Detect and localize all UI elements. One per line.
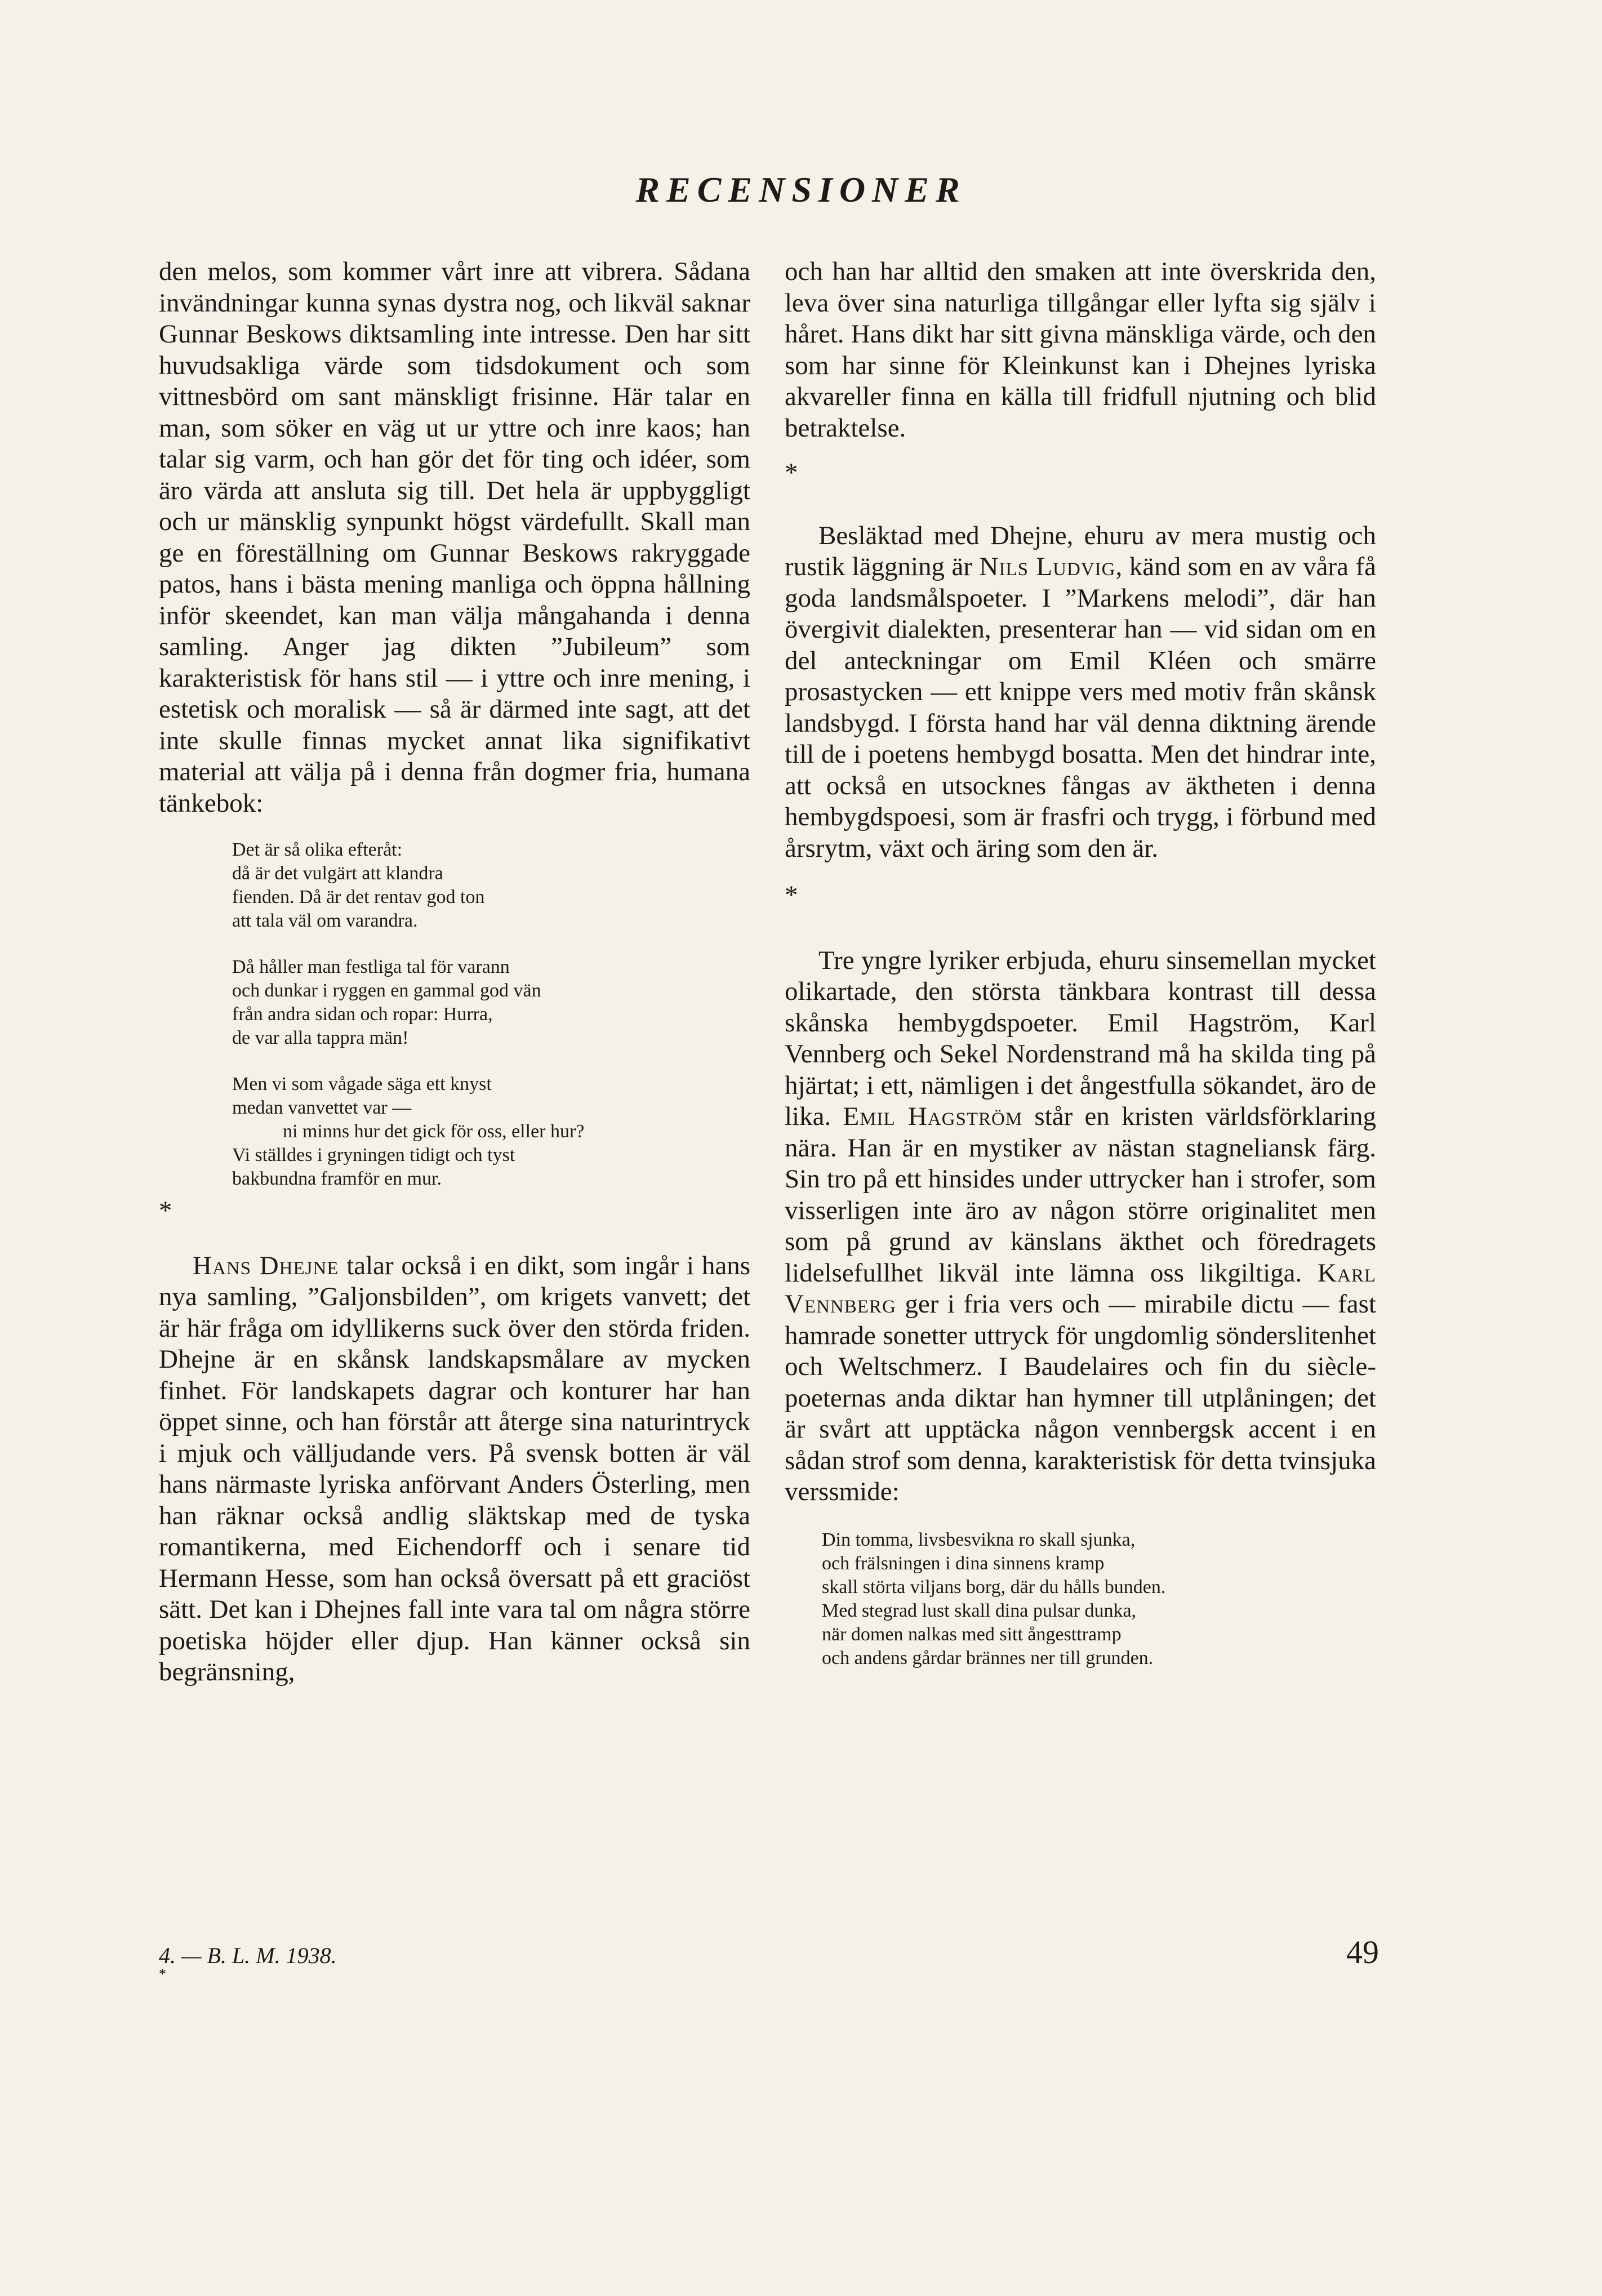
poem-stanza — [232, 955, 750, 1050]
poem-line: Med stegrad lust skall dina pulsar dunka, — [822, 1600, 1137, 1621]
left-column — [159, 256, 750, 1688]
section-separator: * — [785, 880, 798, 910]
paragraph-text: ger i fria vers och — mirabile dictu — fast hamrade sonetter uttryck för ungdomlig sönderslitenhet och Weltschmerz. I Baudelaires och fin du siècle-poeternas anda diktar han hymner till utplåningen; det är svårt att upptäcka någon vennbergsk accent i en sådan strof som denna, karakteristisk för detta tvinsjuka verssmide: — [785, 1289, 1376, 1506]
poem-line: Det är så olika efteråt: — [232, 839, 403, 860]
author-name: Nils Ludvig — [979, 552, 1116, 581]
page-number: 49 — [1346, 1934, 1379, 1970]
right-column — [785, 256, 1376, 1670]
poem-line: fienden. Då är det rentav god ton — [232, 887, 485, 907]
paragraph — [785, 520, 1376, 865]
poem-quote — [785, 1528, 1376, 1670]
paragraph-text: Tre yngre lyriker erbjuda, ehuru sinsemellan mycket olikartade, den största tänkbara kontrast till dessa skånska hembygdspoeter. Emil Hagström, Karl Vennberg och Sekel Nordenstrand må ha skilda ting på hjärtat; i ett, nämligen i det ångestfulla sökandet, äro de lika. — [785, 945, 1376, 1131]
poem-quote — [159, 838, 750, 1191]
poem-line: Då håller man festliga tal för varann — [232, 956, 510, 977]
author-name: Hans Dhejne — [193, 1251, 339, 1280]
poem-line: när domen nalkas med sitt ångesttramp — [822, 1623, 1122, 1645]
paragraph-text: , känd som en av våra få goda landsmålspoeter. I ”Markens melodi”, där han övergivit dialekten, presenterar han — vid sidan om en del anteckningar om Emil Kléen och smärre prosastycken — ett knippe vers med motiv från skånsk landsbygd. I första hand har väl denna diktning ärende till de i poetens hembygd bosatta. Men det hindrar inte, att också en utsocknes fångas av äktheten i denna hembygdspoesi, som är frasfri och trygg, i förbund med årsrytm, växt och äring som den är. — [785, 552, 1376, 863]
signature-text: 4. — B. L. M. 1938. — [159, 1943, 337, 1968]
paragraph — [159, 1251, 750, 1688]
poem-line: från andra sidan och ropar: Hurra, — [232, 1004, 493, 1025]
poem-stanza — [232, 838, 750, 933]
poem-line: Vi ställdes i gryningen tidigt och tyst — [232, 1145, 515, 1165]
author-name: Karl Vennberg — [785, 1258, 1376, 1319]
poem-line: medan vanvettet var — — [232, 1097, 412, 1118]
poem-line: och andens gårdar brännes ner till grunden. — [822, 1647, 1154, 1668]
paragraph: den melos, som kommer vårt inre att vibrera. Sådana invändningar kunna synas dystra nog, och likväl saknar Gunnar Beskows diktsamling inte intresse. Den har sitt huvudsakliga värde som tidsdokument och som vittnesbörd om sant mänskligt frisinne. Här talar en man, som söker en väg ut ur yttre och inre kaos; han talar sig varm, och han gör det för ting och idéer, som äro värda att ansluta sig till. Det hela är uppbyggligt och ur mänsklig synpunkt högst värdefullt. Skall man ge en föreställning om Gunnar Beskows rakryggade patos, hans i bästa mening manliga och öppna hållning inför skeendet, kan man välja mångahanda i denna samling. Anger jag dikten ”Jubileum” som karakteristisk för hans stil — i yttre och inre mening, i estetisk och moralisk — så är därmed inte sagt, att det inte skulle finnas mycket annat lika signifikativt material att välja på i denna från dogmer fria, humana tänkebok: — [159, 257, 750, 818]
signature-mark: * — [159, 1966, 166, 1982]
poem-line: att tala väl om varandra. — [232, 910, 418, 931]
author-name: Emil Hagström — [843, 1102, 1023, 1131]
paragraph-text: Besläktad med Dhejne, ehuru av mera mustig och rustik läggning är — [785, 520, 1376, 581]
poem-line: Din tomma, livsbesvikna ro skall sjunka, — [822, 1529, 1136, 1550]
signature-line — [159, 1942, 337, 1980]
paragraph-text: talar också i en dikt, som ingår i hans nya samling, ”Galjonsbilden”, om krigets vanvett; det är här fråga om idyllikerns suck över den störda friden. Dhejne är en skånsk landskapsmålare av mycken finhet. För landskapets dagrar och konturer har han öppet sinne, och han förstår att återge sina naturintryck i mjuk och välljudande vers. På svensk botten är väl hans närmaste lyriska anförvant Anders Österling, men han räknar också andlig släktskap med de tyska romantikerna, med Eichendorff och i senare tid Hermann Hesse, som han också översatt på ett graciöst sätt. Det kan i Dhejnes fall inte vara tal om några större poetiska höjder eller djup. Han känner också sin begränsning, — [159, 1251, 750, 1687]
poem-stanza — [232, 1073, 750, 1191]
paragraph — [785, 945, 1376, 1508]
paragraph-text: står en kristen världsförklaring nära. Han är en mystiker av nästan stagneliansk färg. Sin tro på ett hinsides under uttrycker han i strofer, som visserligen inte äro av någon större originalitet men som på grund av känslans äkthet och föredragets lidelsefullhet likväl inte lämna oss likgiltiga. — [785, 1102, 1377, 1288]
poem-stanza — [822, 1528, 1376, 1670]
poem-line: och dunkar i ryggen en gammal god vän — [232, 980, 541, 1001]
section-separator: * — [159, 1196, 172, 1225]
poem-line: ni minns hur det gick för oss, eller hur? — [283, 1121, 585, 1142]
running-title: RECENSIONER — [635, 170, 967, 210]
poem-line: då är det vulgärt att klandra — [232, 863, 443, 884]
poem-line: de var alla tappra män! — [232, 1027, 409, 1048]
poem-line: Men vi som vågade säga ett knyst — [232, 1074, 492, 1094]
poem-line: skall störta viljans borg, där du hålls bunden. — [822, 1576, 1166, 1598]
poem-line: bakbundna framför en mur. — [232, 1168, 442, 1189]
poem-line: och frälsningen i dina sinnens kramp — [822, 1552, 1105, 1574]
paragraph: och han har alltid den smaken att inte överskrida den, leva över sina naturliga tillgångar eller lyfta sig själv i håret. Hans dikt har sitt givna mänskliga värde, och den som har sinne för Kleinkunst kan i Dhejnes lyriska akvareller finna en källa till fridfull njutning och blid betraktelse. — [785, 257, 1376, 443]
section-separator: * — [785, 458, 798, 487]
